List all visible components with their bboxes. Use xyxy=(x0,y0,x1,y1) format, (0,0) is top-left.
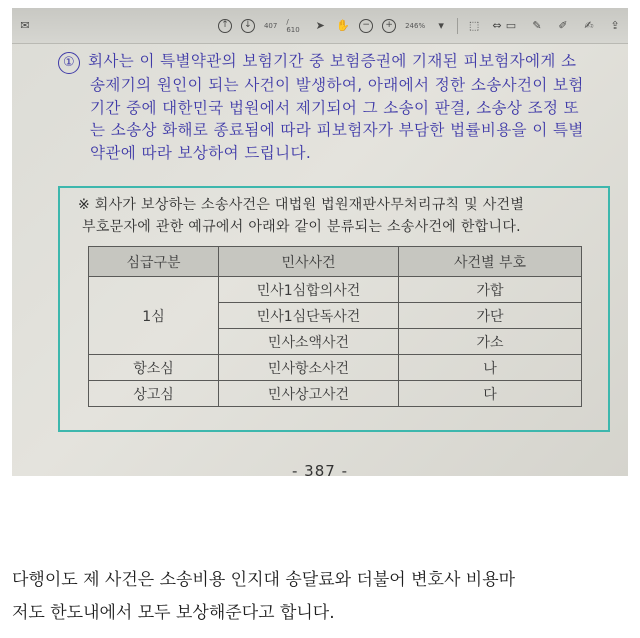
page-number: - 387 - xyxy=(292,462,348,476)
highlight-icon[interactable]: ✐ xyxy=(558,18,568,32)
page-current[interactable]: 407 xyxy=(263,21,278,30)
case-classification-table xyxy=(88,246,582,407)
clause-paragraph xyxy=(58,50,614,164)
table-header-row xyxy=(89,247,582,277)
zoom-level[interactable]: 246% xyxy=(405,21,426,30)
cell-code: 가합 xyxy=(399,277,582,303)
notice-line: 부호문자에 관한 예규에서 아래와 같이 분류되는 소송사건에 한합니다. xyxy=(82,219,521,235)
table-row xyxy=(89,381,582,407)
document-page xyxy=(12,44,628,476)
cell-case: 민사소액사건 xyxy=(219,329,399,355)
clause-line: 는 소송상 화해로 종료됨에 따라 피보험자가 부담한 법률비용을 이 특별 xyxy=(90,121,584,139)
clause-line: 약관에 따라 보상하여 드립니다. xyxy=(90,143,312,162)
arrow-up-icon[interactable]: ↑ xyxy=(218,19,232,33)
cell-level: 항소심 xyxy=(89,355,219,381)
clause-line: 기간 중에 대한민국 법원에서 제기되어 그 소송이 판결, 소송상 조정 또 xyxy=(90,98,580,117)
page-total: / 610 xyxy=(286,17,300,34)
zoom-in-icon[interactable]: + xyxy=(382,19,396,33)
caption-line: 다행이도 제 사건은 소송비용 인지대 송달료와 더불어 변호사 비용마 xyxy=(12,570,516,590)
clause-line-text: 회사는 이 특별약관의 보험기간 중 보험증권에 기재된 피보험자에게 소 xyxy=(88,52,577,70)
post-caption xyxy=(12,564,628,630)
cell-case: 민사상고사건 xyxy=(219,381,399,407)
table-row xyxy=(89,277,582,303)
signature-icon[interactable]: ✍ xyxy=(584,18,594,32)
clause-line xyxy=(58,50,614,74)
cursor-icon[interactable]: ➤ xyxy=(315,18,325,32)
header-level: 심급구분 xyxy=(89,247,219,277)
cell-level: 1심 xyxy=(89,277,219,355)
table-row xyxy=(89,355,582,381)
cell-case: 민사항소사건 xyxy=(219,355,399,381)
cell-case: 민사1심단독사건 xyxy=(219,303,399,329)
notice-line: ※ 회사가 보상하는 소송사건은 대법원 법원재판사무처리규칙 및 사건별 xyxy=(78,197,525,213)
arrow-down-icon[interactable]: ↓ xyxy=(241,19,255,33)
cell-code: 가단 xyxy=(399,303,582,329)
document-photo xyxy=(12,8,628,476)
mail-icon[interactable]: ✉ xyxy=(20,18,30,32)
chevron-down-icon[interactable]: ▾ xyxy=(438,18,444,32)
cell-case: 민사1심합의사건 xyxy=(219,277,399,303)
hand-icon[interactable]: ✋ xyxy=(336,18,351,32)
pen-icon[interactable]: ✎ xyxy=(532,18,542,32)
cell-code: 다 xyxy=(399,381,582,407)
clause-marker: ① xyxy=(58,52,80,74)
fit-width-icon[interactable]: ⇔ xyxy=(492,18,502,32)
notice-text xyxy=(78,194,598,238)
comment-icon[interactable]: ▭ xyxy=(505,18,517,32)
notice-box xyxy=(58,186,610,432)
share-icon[interactable]: ⇪ xyxy=(610,18,620,32)
zoom-out-icon[interactable]: − xyxy=(359,19,373,33)
cell-code: 가소 xyxy=(399,329,582,355)
fit-page-icon[interactable]: ⬚ xyxy=(468,18,480,32)
clause-line: 송제기의 원인이 되는 사건이 발생하여, 아래에서 정한 소송사건이 보험 xyxy=(90,76,584,94)
header-case: 민사사건 xyxy=(219,247,399,277)
header-code: 사건별 부호 xyxy=(399,247,582,277)
cell-code: 나 xyxy=(399,355,582,381)
caption-line: 저도 한도내에서 모두 보상해준다고 합니다. xyxy=(12,603,335,623)
toolbar-divider xyxy=(457,18,458,34)
cell-level: 상고심 xyxy=(89,381,219,407)
pdf-toolbar xyxy=(12,8,628,44)
